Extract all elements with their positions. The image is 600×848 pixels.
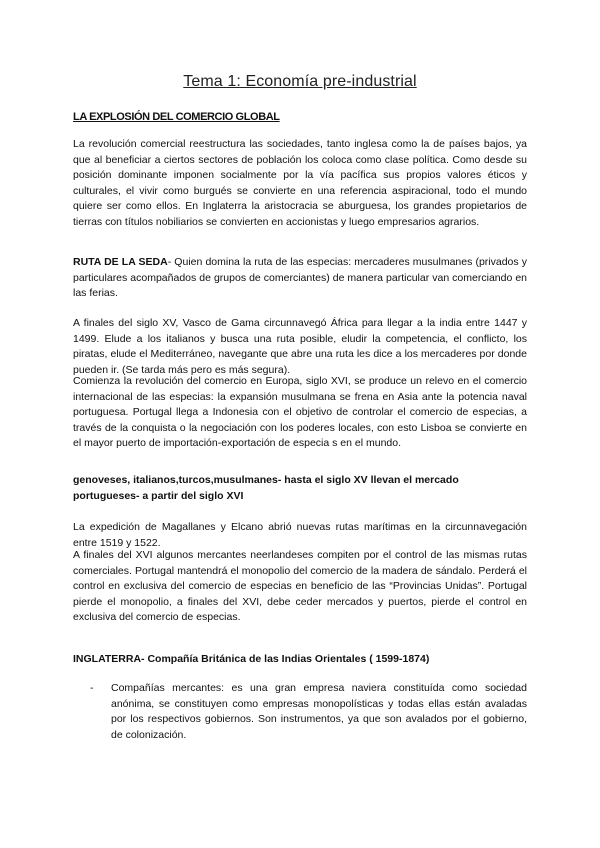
paragraph-mercaderes-bold: genoveses, italianos,turcos,musulmanes- hasta el siglo XV llevan el mercado portugueses- a partir del siglo XVI bbox=[73, 474, 459, 502]
paragraph-neerlandeses: A finales del XVI algunos mercantes neerlandeses compiten por el control de las mismas rutas comerciales. Portugal mantendrá el monopolio del comercio de la madera de sándalo. Perderá el control en exclusiva del comercio de especias en beneficio de las “Provincias Unidas”. Portugal pierde el monopolio, a finales del XVI, debe ceder mercados y puertos, pierde el control en exclusiva del comercio de especias. bbox=[73, 549, 527, 623]
list-item bbox=[90, 681, 527, 743]
paragraph-revolucion-europa: Comienza la revolución del comercio en Europa, siglo XVI, se produce un relevo en el comercio internacional de las especias: la expansión musulmana se frena en Asia ante la potencia naval portuguesa. Portugal llega a Indonesia con el objetivo de controlar el comercio de especias, a través de la conquista o la negociación con los poderes locales, con esto Lisboa se convierte en el mayor puerto de importación-exportación de especia s en el mundo. bbox=[73, 375, 527, 449]
section-heading: LA EXPLOSIÓN DEL COMERCIO GLOBAL bbox=[73, 111, 280, 123]
list-item-text: Compañías mercantes: es una gran empresa naviera constituída como sociedad anónima, se constituyen como empresas monopolísticas y todas ellas están avaladas por los respectivos gobiernos. Son instrumentos, ya que son avalados por el gobierno, de colonización. bbox=[111, 682, 527, 741]
bullet-list bbox=[90, 681, 527, 743]
dash-bullet-icon: - bbox=[90, 682, 94, 694]
paragraph-revolucion-comercial: La revolución comercial reestructura las sociedades, tanto inglesa como la de países bajos, ya que al beneficiar a ciertos sectores de población los coloca como clase política. Como desde su posición dominante imponen socialmente por la vía pacífica sus propios valores éticos y culturales, el vivir como burgués se convierte en una referencia aspiracional, todo el mundo quiere ser como ellos. En Inglaterra la aristocracia se aburguesa, los grandes propietarios de tierras con títulos nobiliarios se convierten en accionistas y luego empresarios agrarios. bbox=[73, 138, 527, 228]
ruta-seda-label: RUTA DE LA SEDA bbox=[73, 256, 168, 268]
paragraph-vasco-de-gama: A finales del siglo XV, Vasco de Gama circunnavegó África para llegar a la india entre 1447 y 1499. Elude a los italianos y busca una ruta posible, eludir la competencia, el conflicto, los piratas, elude el Mediterráneo, navegante que abre una ruta les dice a los mercaderes por donde pueden ir. (Se tarda más pero es más segura). bbox=[73, 317, 527, 376]
page-title: Tema 1: Economía pre-industrial bbox=[183, 73, 417, 90]
paragraph-ruta-seda bbox=[73, 255, 527, 302]
ruta-seda-text: - Quien domina la ruta de las especias: mercaderes musulmanes (privados y particulares acompañados de grupos de comerciantes) de manera particular van comerciando en las ferias. bbox=[73, 256, 527, 299]
paragraph-inglaterra-bold: INGLATERRA- Compañía Británica de las Indias Orientales ( 1599-1874) bbox=[73, 653, 430, 665]
paragraph-magallanes: La expedición de Magallanes y Elcano abrió nuevas rutas marítimas en la circunnavegación entre 1519 y 1522. bbox=[73, 521, 527, 549]
